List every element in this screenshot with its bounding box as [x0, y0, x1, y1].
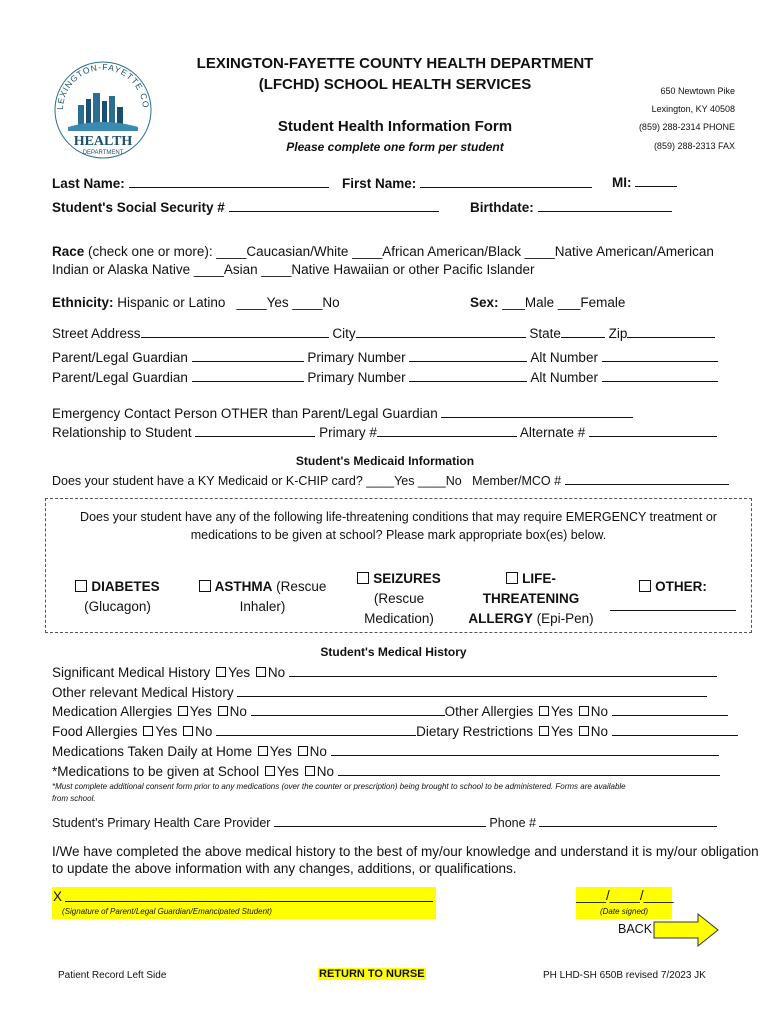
footer-right: PH LHD-SH 650B revised 7/2023 JK — [543, 970, 706, 981]
med-allergy-yes-checkbox[interactable] — [178, 706, 188, 716]
meds-home-row — [52, 743, 719, 759]
mi-field[interactable] — [635, 174, 677, 187]
state-field[interactable] — [561, 325, 605, 338]
seizures-checkbox[interactable] — [357, 572, 369, 584]
condition-diabetes[interactable] — [60, 577, 175, 617]
relationship-row — [52, 424, 717, 440]
other-field[interactable] — [610, 598, 736, 611]
race-options-line2[interactable]: Indian or Alaska Native ____Asian ____Native Hawaiian or other Pacific Islander — [52, 262, 535, 277]
primary-number-field[interactable] — [409, 349, 527, 362]
yes-label: Yes — [550, 724, 573, 739]
guardian-label: Parent/Legal Guardian — [52, 370, 188, 385]
medicaid-question[interactable]: Does your student have a KY Medicaid or K-CHIP card? ____Yes ____No Member/MCO # — [52, 474, 562, 488]
other-label: OTHER: — [655, 579, 707, 594]
race-label: Race — [52, 244, 85, 259]
diabetes-label: DIABETES — [91, 579, 160, 594]
dietary-yes-checkbox[interactable] — [539, 726, 549, 736]
allergy-label-3: ALLERGY — [468, 611, 533, 626]
alternate-hash-field[interactable] — [589, 424, 717, 437]
meds-school-field[interactable] — [338, 763, 720, 776]
logo-agency-text: LEXINGTON-FAYETTE CO — [54, 61, 152, 111]
provider-label: Student's Primary Health Care Provider — [52, 816, 271, 830]
alternate-hash-label: Alternate # — [519, 425, 586, 440]
alt-number-label: Alt Number — [530, 350, 598, 365]
yes-label: Yes — [269, 744, 292, 759]
return-to-nurse: RETURN TO NURSE — [319, 968, 425, 980]
condition-life-threatening-allergy[interactable] — [466, 569, 596, 629]
footer-left: Patient Record Left Side — [58, 970, 167, 981]
significant-history-field[interactable] — [289, 664, 717, 677]
member-mco-field[interactable] — [565, 472, 729, 485]
no-label: No — [267, 665, 286, 680]
diabetes-checkbox[interactable] — [75, 580, 87, 592]
consent-note-line1: *Must complete additional consent form prior to any medications (over the counter or prescription) being brought to school to be administered. Forms are available — [52, 782, 626, 791]
street-label: Street Address — [52, 326, 141, 341]
significant-no-checkbox[interactable] — [256, 667, 266, 677]
signature-caption: (Signature of Parent/Legal Guardian/Emancipated Student) — [62, 907, 272, 916]
asthma-checkbox[interactable] — [199, 580, 211, 592]
dietary-label: Dietary Restrictions — [416, 724, 534, 739]
birthdate-label: Birthdate: — [470, 200, 534, 215]
no-label: No — [309, 744, 327, 759]
health-department-logo — [48, 55, 158, 160]
logo-health-text: HEALTH — [73, 134, 133, 149]
seizures-sub1: (Rescue — [373, 591, 425, 606]
asthma-sub2: Inhaler) — [239, 599, 286, 614]
emergency-row — [52, 405, 633, 421]
provider-phone-label: Phone # — [489, 816, 536, 830]
medication-allergies-field[interactable] — [251, 703, 445, 716]
food-allergies-row — [52, 723, 738, 739]
yes-label: Yes — [155, 724, 178, 739]
date-field[interactable]: ____/____/____ — [576, 888, 674, 903]
meds-home-label: Medications Taken Daily at Home — [52, 744, 253, 759]
zip-label: Zip — [608, 326, 628, 341]
last-name-label: Last Name: — [52, 176, 125, 191]
city-field[interactable] — [356, 325, 526, 338]
asthma-sub1: (Rescue — [276, 579, 327, 594]
allergy-sub: (Epi-Pen) — [536, 611, 594, 626]
guardian-row-2 — [52, 369, 718, 385]
guardian-label: Parent/Legal Guardian — [52, 350, 188, 365]
phone-number: (859) 288-2314 PHONE — [638, 122, 735, 132]
first-name-row — [342, 175, 592, 191]
fax-number: (859) 288-2313 FAX — [653, 141, 735, 151]
ethnicity-row — [52, 295, 340, 310]
food-yes-checkbox[interactable] — [143, 726, 153, 736]
ssn-row — [52, 199, 439, 215]
meds-home-yes-checkbox[interactable] — [258, 746, 268, 756]
mi-row — [612, 174, 677, 190]
medication-allergies-label: Medication Allergies — [52, 704, 173, 719]
condition-asthma[interactable] — [190, 577, 335, 617]
emergency-label: Emergency Contact Person OTHER than Parent/Legal Guardian — [52, 406, 438, 421]
state-label: State — [529, 326, 561, 341]
header-title-line1: LEXINGTON-FAYETTE COUNTY HEALTH DEPARTMENT — [196, 55, 594, 72]
address-row — [52, 325, 715, 341]
medicaid-row — [52, 472, 729, 488]
dietary-no-checkbox[interactable] — [579, 726, 589, 736]
first-name-label: First Name: — [342, 176, 417, 191]
med-allergy-no-checkbox[interactable] — [218, 706, 228, 716]
attestation-line2: to update the above information with any changes, additions, or qualifications. — [52, 861, 517, 876]
other-history-field[interactable] — [237, 684, 707, 697]
diabetes-sub: (Glucagon) — [84, 599, 151, 614]
race-line1 — [52, 244, 714, 259]
logo-dept-text: DEPARTMENT — [82, 150, 124, 156]
yes-label: Yes — [276, 764, 299, 779]
meds-school-row — [52, 763, 720, 779]
zip-field[interactable] — [627, 325, 715, 338]
first-name-field[interactable] — [420, 175, 592, 188]
guardian-field[interactable] — [192, 369, 304, 382]
other-history-row — [52, 684, 707, 700]
birthdate-field[interactable] — [538, 199, 672, 212]
seizures-label: SEIZURES — [373, 571, 441, 586]
medication-allergies-row — [52, 703, 728, 719]
other-allergies-field[interactable] — [612, 703, 728, 716]
attestation-line1: I/We have completed the above medical history to the best of my/our knowledge and understand it is my/our obligation — [52, 844, 759, 859]
last-name-field[interactable] — [129, 175, 329, 188]
street-field[interactable] — [141, 325, 329, 338]
sex-row — [470, 295, 625, 310]
race-options-line1[interactable]: (check one or more): ____Caucasian/White ____African American/Black ____Native American/American — [88, 244, 714, 259]
emergency-field[interactable] — [441, 405, 633, 418]
ssn-field[interactable] — [229, 199, 439, 212]
ethnicity-label: Ethnicity: — [52, 295, 114, 310]
asthma-label: ASTHMA — [214, 579, 273, 594]
food-allergies-label: Food Allergies — [52, 724, 138, 739]
yes-label: Yes — [550, 704, 574, 719]
meds-school-no-checkbox[interactable] — [305, 766, 315, 776]
sex-options[interactable]: ___Male ___Female — [502, 295, 626, 310]
primary-hash-label: Primary # — [319, 425, 377, 440]
address-line1: 650 Newtown Pike — [660, 86, 735, 96]
consent-note-line2: from school. — [52, 794, 96, 803]
sex-label: Sex: — [470, 295, 499, 310]
guardian-row-1 — [52, 349, 718, 365]
form-subtitle: Please complete one form per student — [286, 140, 504, 154]
primary-number-label: Primary Number — [307, 350, 406, 365]
alt-number-field[interactable] — [602, 349, 718, 362]
food-no-checkbox[interactable] — [183, 726, 193, 736]
no-label: No — [229, 704, 247, 719]
ssn-label: Student's Social Security # — [52, 200, 225, 215]
other-allergy-yes-checkbox[interactable] — [539, 706, 549, 716]
allergy-label-1: LIFE- — [522, 571, 556, 586]
form-title: Student Health Information Form — [277, 118, 513, 135]
other-checkbox[interactable] — [639, 580, 651, 592]
other-allergies-label: Other Allergies — [444, 704, 534, 719]
significant-history-label: Significant Medical History — [52, 665, 211, 680]
header-title-line2: (LFCHD) SCHOOL HEALTH SERVICES — [258, 76, 532, 93]
yes-label: Yes — [189, 704, 212, 719]
no-label: No — [590, 724, 609, 739]
city-label: City — [332, 326, 356, 341]
dietary-field[interactable] — [612, 723, 738, 736]
other-allergy-no-checkbox[interactable] — [579, 706, 589, 716]
allergy-checkbox[interactable] — [506, 572, 518, 584]
alt-number-field[interactable] — [602, 369, 718, 382]
significant-yes-checkbox[interactable] — [216, 667, 226, 677]
provider-field[interactable] — [274, 814, 486, 827]
mi-label: MI: — [612, 175, 632, 190]
medical-history-heading: Student's Medical History — [320, 645, 467, 659]
address-line2: Lexington, KY 40508 — [651, 104, 735, 114]
provider-row — [52, 814, 717, 830]
allergy-label-2: THREATENING — [482, 591, 580, 606]
signature-line[interactable] — [65, 901, 433, 902]
conditions-intro-line2: medications to be given at school? Please mark appropriate box(es) below. — [190, 528, 607, 542]
food-allergies-field[interactable] — [216, 723, 416, 736]
primary-number-label: Primary Number — [307, 370, 406, 385]
primary-hash-field[interactable] — [377, 424, 517, 437]
relationship-field[interactable] — [195, 424, 315, 437]
yes-label: Yes — [228, 665, 251, 680]
seizures-sub2: Medication) — [364, 611, 434, 626]
back-label: BACK — [618, 922, 653, 936]
meds-home-field[interactable] — [331, 743, 719, 756]
no-label: No — [590, 704, 609, 719]
provider-phone-field[interactable] — [539, 814, 717, 827]
last-name-row — [52, 175, 329, 191]
guardian-field[interactable] — [192, 349, 304, 362]
condition-seizures[interactable] — [345, 569, 453, 629]
meds-home-no-checkbox[interactable] — [298, 746, 308, 756]
conditions-intro-line1: Does your student have any of the following life-threatening conditions that may require EMERGENCY treatment or — [80, 510, 717, 524]
arrow-right-icon — [652, 912, 722, 948]
medicaid-heading: Student's Medicaid Information — [295, 454, 475, 468]
ethnicity-options[interactable]: Hispanic or Latino ____Yes ____No — [117, 295, 340, 310]
alt-number-label: Alt Number — [530, 370, 598, 385]
signature-x: X — [53, 889, 63, 904]
date-caption: (Date signed) — [599, 907, 649, 916]
no-label: No — [316, 764, 334, 779]
relationship-label: Relationship to Student — [52, 425, 192, 440]
primary-number-field[interactable] — [409, 369, 527, 382]
other-history-label: Other relevant Medical History — [52, 685, 234, 700]
meds-school-label: *Medications to be given at School — [52, 764, 260, 779]
no-label: No — [195, 724, 213, 739]
birthdate-row — [470, 199, 672, 215]
meds-school-yes-checkbox[interactable] — [265, 766, 275, 776]
significant-history-row — [52, 664, 717, 680]
condition-other[interactable] — [608, 577, 738, 617]
